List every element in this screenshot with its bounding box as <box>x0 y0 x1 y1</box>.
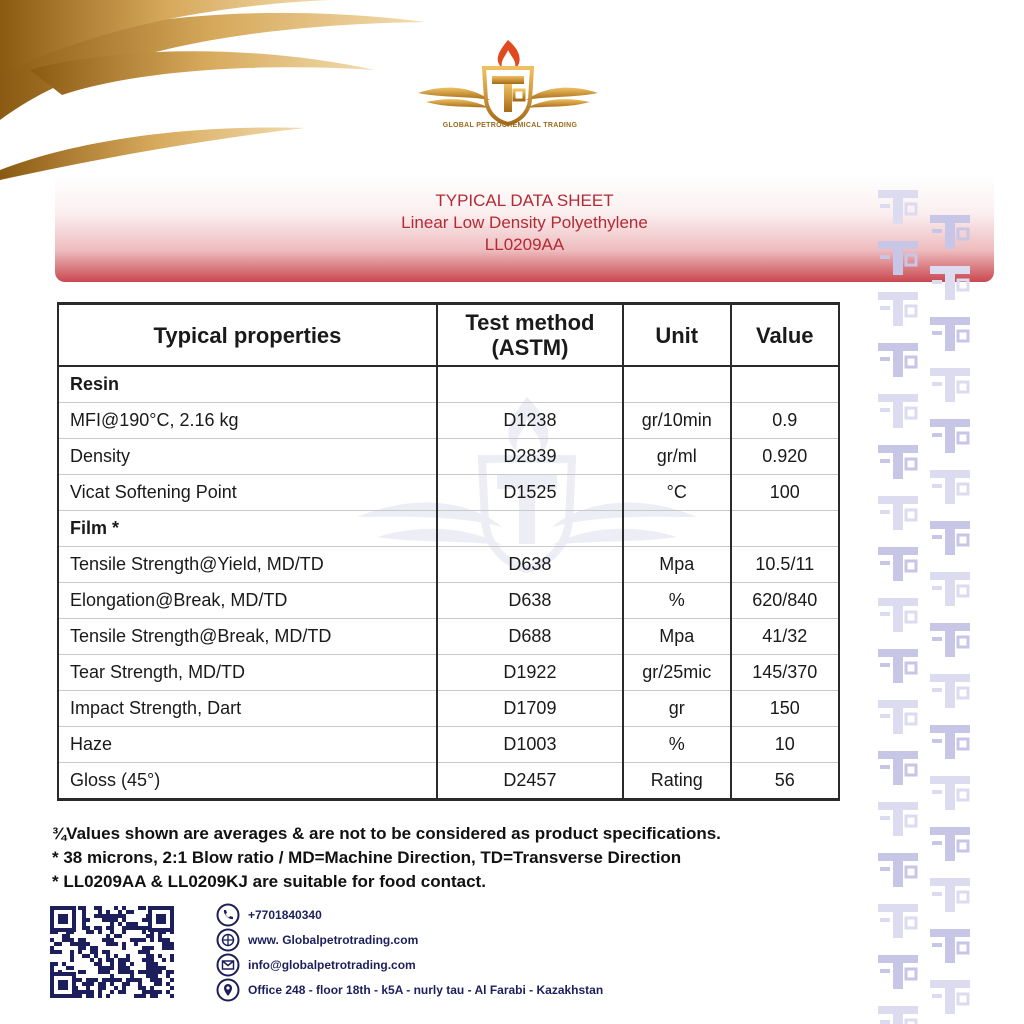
cell-property: Density <box>58 439 437 475</box>
cell-unit: Mpa <box>623 547 731 583</box>
cell-unit: % <box>623 727 731 763</box>
cell-value <box>731 366 839 403</box>
website-link[interactable]: www. Globalpetrotrading.com <box>248 932 419 947</box>
cell-property: Haze <box>58 727 437 763</box>
pattern-motif <box>878 190 918 224</box>
cell-property: Vicat Softening Point <box>58 475 437 511</box>
table-row <box>58 727 839 763</box>
table-row <box>58 511 839 547</box>
pattern-motif <box>878 853 918 887</box>
contact-block <box>216 902 603 1002</box>
cell-test-method: D1709 <box>437 691 623 727</box>
pattern-motif <box>930 368 970 402</box>
globe-icon <box>216 928 240 952</box>
pattern-motif <box>930 266 970 300</box>
title-banner <box>55 176 994 282</box>
pattern-motif <box>930 470 970 504</box>
contact-phone <box>216 902 603 927</box>
cell-property: Impact Strength, Dart <box>58 691 437 727</box>
table-row <box>58 439 839 475</box>
cell-value: 145/370 <box>731 655 839 691</box>
pattern-motif <box>930 521 970 555</box>
pattern-motif <box>878 700 918 734</box>
cell-property: Elongation@Break, MD/TD <box>58 583 437 619</box>
cell-test-method <box>437 511 623 547</box>
address: Office 248 - floor 18th - k5A - nurly tau - Al Farabi - Kazakhstan <box>248 982 604 997</box>
table-row <box>58 763 839 800</box>
watermark-pattern <box>870 160 980 1024</box>
table-row <box>58 366 839 403</box>
header-test-method-line1: Test method <box>465 310 595 335</box>
contact-address <box>216 977 603 1002</box>
section-heading: Film * <box>58 511 437 547</box>
header-value: Value <box>731 304 839 367</box>
email-icon <box>216 953 240 977</box>
pattern-motif <box>878 904 918 938</box>
table-row <box>58 691 839 727</box>
pattern-motif <box>930 317 970 351</box>
note-food-contact: * LL0209AA & LL0209KJ are suitable for food contact. <box>52 872 486 891</box>
email-link[interactable]: info@globalpetrotrading.com <box>248 957 416 972</box>
cell-unit: gr/ml <box>623 439 731 475</box>
cell-test-method: D1238 <box>437 403 623 439</box>
footnotes <box>52 822 721 894</box>
cell-test-method: D638 <box>437 547 623 583</box>
header-test-method-line2: (ASTM) <box>491 335 569 360</box>
cell-value <box>731 511 839 547</box>
table-header-row <box>58 304 839 367</box>
pattern-motif <box>930 878 970 912</box>
contact-website <box>216 927 603 952</box>
pattern-motif <box>878 394 918 428</box>
cell-unit <box>623 366 731 403</box>
cell-unit: % <box>623 583 731 619</box>
pattern-motif <box>930 725 970 759</box>
pattern-motif <box>878 649 918 683</box>
cell-property: MFI@190°C, 2.16 kg <box>58 403 437 439</box>
qr-code <box>50 906 174 998</box>
pattern-motif <box>930 572 970 606</box>
table-row <box>58 403 839 439</box>
cell-value: 0.9 <box>731 403 839 439</box>
cell-value: 0.920 <box>731 439 839 475</box>
sheet-title: TYPICAL DATA SHEET <box>435 191 614 210</box>
product-name: Linear Low Density Polyethylene <box>401 213 648 232</box>
cell-test-method: D688 <box>437 619 623 655</box>
pattern-motif <box>930 419 970 453</box>
brand-name: GLOBAL PETROCHEMICAL TRADING <box>442 122 578 129</box>
cell-value: 100 <box>731 475 839 511</box>
gold-swoosh-decoration <box>0 0 430 180</box>
pattern-motif <box>878 1006 918 1024</box>
cell-unit: Rating <box>623 763 731 800</box>
pattern-motif <box>930 980 970 1014</box>
phone-number[interactable]: +7701840340 <box>248 907 322 922</box>
pattern-motif <box>930 776 970 810</box>
cell-property: Tensile Strength@Break, MD/TD <box>58 619 437 655</box>
cell-unit: °C <box>623 475 731 511</box>
pattern-motif <box>930 674 970 708</box>
cell-test-method: D1922 <box>437 655 623 691</box>
note-averages: ¾Values shown are averages & are not to be considered as product specifications. <box>52 824 721 843</box>
pattern-motif <box>930 623 970 657</box>
cell-test-method: D2457 <box>437 763 623 800</box>
note-film-conditions: * 38 microns, 2:1 Blow ratio / MD=Machine Direction, TD=Transverse Direction <box>52 848 682 867</box>
cell-value: 41/32 <box>731 619 839 655</box>
cell-unit: gr/10min <box>623 403 731 439</box>
table-row <box>58 583 839 619</box>
section-heading: Resin <box>58 366 437 403</box>
cell-test-method <box>437 366 623 403</box>
properties-table-container <box>57 302 840 812</box>
cell-unit: gr/25mic <box>623 655 731 691</box>
product-grade: LL0209AA <box>484 235 565 254</box>
table-row <box>58 655 839 691</box>
cell-value: 10 <box>731 727 839 763</box>
table-row <box>58 547 839 583</box>
contact-email <box>216 952 603 977</box>
pattern-motif <box>878 955 918 989</box>
pattern-motif <box>930 929 970 963</box>
pattern-motif <box>930 827 970 861</box>
cell-unit: Mpa <box>623 619 731 655</box>
header-property: Typical properties <box>58 304 437 367</box>
cell-test-method: D2839 <box>437 439 623 475</box>
cell-unit <box>623 511 731 547</box>
location-icon <box>216 978 240 1002</box>
pattern-motif <box>878 547 918 581</box>
pattern-motif <box>878 802 918 836</box>
header-test-method <box>437 304 623 367</box>
pattern-motif <box>878 241 918 275</box>
cell-value: 10.5/11 <box>731 547 839 583</box>
cell-property: Tensile Strength@Yield, MD/TD <box>58 547 437 583</box>
cell-test-method: D638 <box>437 583 623 619</box>
cell-value: 56 <box>731 763 839 800</box>
pattern-motif <box>878 598 918 632</box>
pattern-motif <box>878 496 918 530</box>
table-row <box>58 619 839 655</box>
cell-value: 150 <box>731 691 839 727</box>
pattern-motif <box>878 343 918 377</box>
pattern-motif <box>878 292 918 326</box>
properties-table <box>57 302 840 801</box>
cell-property: Tear Strength, MD/TD <box>58 655 437 691</box>
pattern-motif <box>930 215 970 249</box>
cell-property: Gloss (45°) <box>58 763 437 800</box>
header-unit: Unit <box>623 304 731 367</box>
cell-test-method: D1003 <box>437 727 623 763</box>
cell-test-method: D1525 <box>437 475 623 511</box>
pattern-motif <box>878 751 918 785</box>
pattern-motif <box>878 445 918 479</box>
phone-icon <box>216 903 240 927</box>
cell-value: 620/840 <box>731 583 839 619</box>
table-row <box>58 475 839 511</box>
cell-unit: gr <box>623 691 731 727</box>
